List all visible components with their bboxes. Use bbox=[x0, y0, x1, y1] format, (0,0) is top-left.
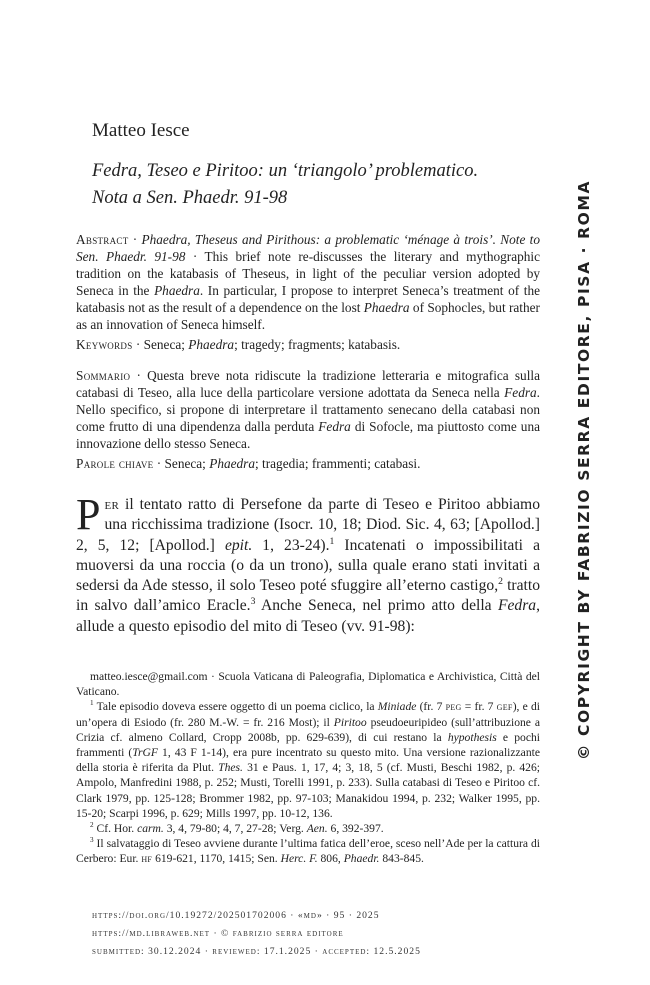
parole-chiave bbox=[76, 455, 540, 472]
work-title: Fedra bbox=[497, 597, 537, 615]
parole-text: ; tragedia; frammenti; catabasi. bbox=[255, 456, 421, 471]
abstract bbox=[76, 231, 540, 334]
abstract-text: . In particular, I propose to interpret Seneca’s treatment of the katabasis not as the result of a dependence on the lost bbox=[76, 283, 540, 316]
keywords-text: ; tragedy; fragments; katabasis. bbox=[234, 337, 401, 352]
dates-line: submitted: 30.12.2024 · reviewed: 17.1.2025 · accepted: 12.5.2025 bbox=[92, 946, 421, 957]
body-text: il tentato ratto di Persefone da parte di Teseo e Piritoo abbiamo una ricchissima tradizione (Isocr. 10, 18; Diod. Sic. 4, 63; [Apollod.] 2, 5, 12; [Apollod.] bbox=[76, 496, 540, 554]
sommario bbox=[76, 367, 540, 452]
parole-text: · Seneca; bbox=[153, 456, 210, 471]
footnote-mark: 3 bbox=[90, 836, 94, 845]
drop-cap: P bbox=[76, 490, 101, 539]
abstract-text: · This brief note re-discusses the literary and mythographic tradition on the katabasis of Theseus, in light of the peculiar version adopted by Seneca in the bbox=[76, 249, 541, 299]
article-title bbox=[92, 158, 478, 212]
abstract-label: Abstract bbox=[76, 232, 129, 247]
sommario-text: . Nello specifico, si propone di interpretare il trattamento senecano della catabasi non come frutto di una dipendenza dalla perduta bbox=[76, 385, 540, 435]
body-paragraph bbox=[76, 490, 540, 637]
separator: · bbox=[128, 232, 142, 247]
doi-line[interactable]: https://doi.org/10.19272/202501702006 · «md» · 95 · 2025 bbox=[92, 910, 380, 921]
footnote-mark: 2 bbox=[90, 821, 94, 830]
body-text: 1, 23-24). bbox=[252, 536, 330, 554]
work-title: Fedra bbox=[504, 385, 537, 401]
body-text: Incatenati o impossibilitati a muoversi da una roccia (o da un trono), sulla quale erano stati invitati a sedersi da Ade stesso, il solo Teseo poté sfuggire all’eterno castigo, bbox=[76, 536, 540, 595]
footnotes bbox=[76, 669, 540, 867]
footnote-ref-1[interactable]: 1 bbox=[329, 535, 335, 547]
website-line[interactable]: https://md.libraweb.net · © fabrizio serra editore bbox=[92, 928, 344, 939]
work-title: Phaedra bbox=[188, 337, 235, 352]
work-title: Phaedra bbox=[154, 283, 200, 299]
sommario-text: di Sofocle, ma piuttosto come una innovazione dello stesso Seneca. bbox=[76, 419, 541, 452]
body-text: tratto in salvo dall’amico Eracle. bbox=[76, 577, 540, 615]
parole-label: Parole chiave bbox=[76, 456, 154, 471]
abstract-text: of Sophocles, but rather as an innovation of Seneca himself. bbox=[76, 300, 540, 333]
footnote-ref-3[interactable]: 3 bbox=[250, 596, 256, 608]
footnote-mark: 1 bbox=[90, 699, 94, 708]
work-title: Phaedra bbox=[363, 300, 410, 316]
body-text: , allude a questo episodio del mito di Teseo (vv. 91-98): bbox=[76, 597, 540, 635]
title-line-2: Nota a Sen. Phaedr. 91-98 bbox=[92, 188, 288, 208]
footnote-3: $^3$ Il salvataggio di Teseo avviene durante l’ultima fatica dell’eroe, sceso nell’Ade per la cattura di Cerbero: Eur. hf 619-621, 1170, 1415; Sen. Herc. F. 806, Phaedr. 843-845. bbox=[76, 836, 540, 866]
sommario-label: Sommario bbox=[76, 368, 131, 383]
english-title: Phaedra, Theseus and Pirithous: a problematic ‘ménage à trois’. Note to Sen. Phaedr. 91-98 bbox=[76, 232, 540, 265]
work-title: Fedra bbox=[318, 419, 351, 435]
keywords-text: · Seneca; bbox=[132, 337, 189, 352]
body-text: Anche Seneca, nel primo atto della bbox=[255, 597, 498, 615]
keywords-label: Keywords bbox=[76, 337, 133, 352]
footnote-2: $^2$ Cf. Hor. carm. 3, 4, 79-80; 4, 7, 27-28; Verg. Aen. 6, 392-397. bbox=[90, 821, 384, 836]
small-caps-lead: er bbox=[104, 496, 120, 513]
footnote-1: $^1$ Tale episodio doveva essere oggetto di un poema ciclico, la Miniade (fr. 7 peg = fr. 7 gef), e di un’opera di Esiodo (fr. 280 M.-W. = fr. 216 Most); il Piritoo pseudoeuripideo (sull’attribuzione a Crizia cf. almeno Collard, Cropp 2008b, pp. 629-639), di cui restano la hypothesis e pochi frammenti (TrGF 1, 43 F 1-14), era pure incentrato su questo mito. Una versione razionalizzante della storia è riferita da Plut. Thes. 31 e Paus. 1, 17, 4; 3, 18, 5 (cf. Musti, Beschi 1982, p. 426; Ampolo, Manfredini 1988, p. 252; Musti, Torelli 1991, p. 233). Sulla catabasi di Teseo e Piritoo cf. Clark 1979, pp. 125-128; Brommer 1982, pp. 97-103; Manakidou 1994, p. 232; Walker 1995, pp. 15-20; Scarpi 1996, p. 629; Mills 1997, pp. 10-12, 136. bbox=[76, 699, 541, 820]
body-italic: epit. bbox=[224, 536, 253, 554]
author-name: Matteo Iesce bbox=[92, 120, 190, 141]
work-title: Phaedra bbox=[209, 456, 255, 471]
copyright-sidebar: © COPYRIGHT BY FABRIZIO SERRA EDITORE, PISA · ROMA bbox=[575, 179, 593, 761]
sommario-text: · Questa breve nota ridiscute la tradizione letteraria e mitografica sulla catabasi di Teseo, alla luce della particolare versione adottata da Seneca nella bbox=[76, 368, 540, 401]
footnote-ref-2[interactable]: 2 bbox=[498, 576, 503, 587]
keywords bbox=[76, 336, 540, 353]
title-line-1: Fedra, Teseo e Piritoo: un ‘triangolo’ problematico. bbox=[92, 161, 479, 181]
affiliation: matteo.iesce@gmail.com · Scuola Vaticana di Paleografia, Diplomatica e Archivistica, Città del Vaticano. bbox=[76, 670, 540, 699]
